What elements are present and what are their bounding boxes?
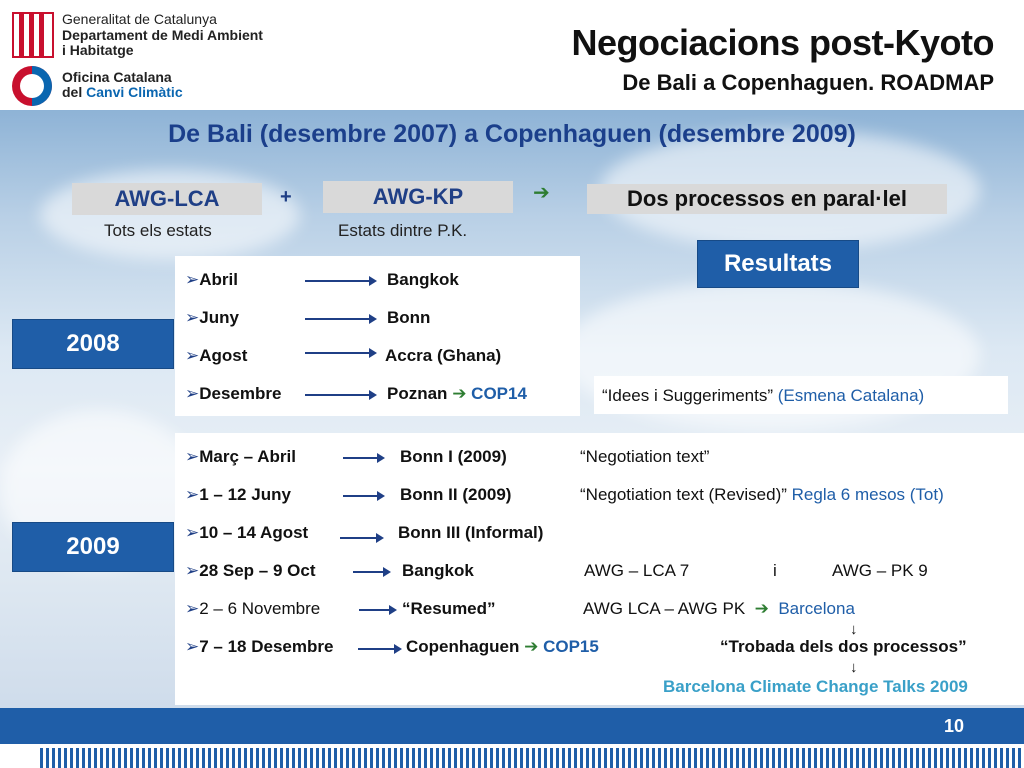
panel-2009	[175, 433, 1024, 705]
page-title: Negociacions post-Kyoto	[571, 22, 994, 63]
arrow-icon	[358, 648, 400, 650]
row-2008-2-month: ➢Juny	[185, 308, 239, 327]
row-2008-1-month: ➢Abril	[185, 270, 238, 289]
year-2009-box: 2009	[12, 522, 174, 572]
row-2009-3-place: Bonn III (Informal)	[398, 523, 544, 542]
arrow-icon	[353, 571, 389, 573]
row-2009-4-date: ➢28 Sep – 9 Oct	[185, 561, 316, 580]
row-2009-5-note: AWG LCA – AWG PK ➔ Barcelona	[583, 599, 855, 618]
green-arrow-icon: ➔	[754, 599, 769, 618]
arrow-icon	[343, 495, 383, 497]
row-2009-2-date: ➢1 – 12 Juny	[185, 485, 291, 504]
row-2009-2-place: Bonn II (2009)	[400, 485, 512, 504]
bullet-icon: ➢	[185, 485, 200, 504]
down-arrow-icon: ↓	[850, 621, 858, 638]
bullet-icon: ➢	[185, 346, 200, 365]
arrow-icon	[305, 318, 375, 320]
page-subtitle: De Bali a Copenhaguen. ROADMAP	[622, 70, 994, 95]
row-2009-4-note-b: AWG – PK 9	[832, 561, 928, 580]
bullet-icon: ➢	[185, 447, 200, 466]
awg-kp-sub: Estats dintre P.K.	[338, 221, 468, 240]
row-2008-3-month: ➢Agost	[185, 346, 248, 365]
ideas-box	[594, 376, 1008, 414]
row-2009-6-date: ➢7 – 18 Desembre	[185, 637, 334, 656]
row-2009-2-note: “Negotiation text (Revised)” Regla 6 mesos (Tot)	[580, 485, 944, 504]
generalitat-logo	[12, 12, 54, 58]
plus-sign: +	[280, 186, 292, 208]
bcct-label: Barcelona Climate Change Talks 2009	[663, 677, 968, 696]
row-2008-3-place: Accra (Ghana)	[385, 346, 502, 365]
green-arrow-icon: ➔	[524, 637, 539, 656]
arrow-icon	[343, 457, 383, 459]
bullet-icon: ➢	[185, 637, 200, 656]
panel-2008	[175, 256, 580, 416]
org-line3: i Habitatge	[62, 42, 134, 58]
parallel-box: Dos processos en paral·lel	[587, 184, 947, 214]
row-2009-1-date: ➢Març – Abril	[185, 447, 296, 466]
right-arrow-icon: ➔	[533, 182, 550, 204]
office-line1: Oficina Catalana	[62, 69, 172, 85]
occ-logo	[12, 66, 52, 106]
awg-kp-box: AWG-KP	[323, 181, 513, 213]
org-line2: Departament de Medi Ambient	[62, 27, 263, 43]
row-2008-4-place: Poznan ➔ COP14	[387, 384, 527, 403]
arrow-icon	[305, 280, 375, 282]
row-2009-5-place: “Resumed”	[402, 599, 496, 618]
row-2009-3-date: ➢10 – 14 Agost	[185, 523, 309, 542]
bullet-icon: ➢	[185, 523, 200, 542]
org-line1: Generalitat de Catalunya	[62, 11, 217, 27]
office-line2: del Canvi Climàtic	[62, 84, 183, 100]
row-2008-1-place: Bangkok	[387, 270, 459, 289]
bullet-icon: ➢	[185, 384, 200, 403]
footer-bar	[0, 708, 1024, 744]
bullet-icon: ➢	[185, 308, 200, 327]
row-2008-4-month: ➢Desembre	[185, 384, 282, 403]
row-2009-4-note-i: i	[773, 561, 777, 580]
arrow-icon	[340, 537, 382, 539]
row-2009-6-place: Copenhaguen ➔ COP15	[406, 637, 599, 656]
row-2008-2-place: Bonn	[387, 308, 431, 327]
awg-lca-box: AWG-LCA	[72, 183, 262, 215]
section-title: De Bali (desembre 2007) a Copenhaguen (desembre 2009)	[168, 120, 856, 148]
bullet-icon: ➢	[185, 270, 200, 289]
awg-lca-sub: Tots els estats	[104, 221, 212, 240]
resultats-box: Resultats	[697, 240, 859, 288]
row-2009-1-note: “Negotiation text”	[580, 447, 710, 466]
row-2009-5-date: ➢2 – 6 Novembre	[185, 599, 321, 618]
page-number: 10	[943, 716, 964, 736]
arrow-icon	[359, 609, 395, 611]
footer-stripes	[40, 748, 1024, 768]
arrow-icon	[305, 352, 375, 354]
arrow-icon	[305, 394, 375, 396]
bullet-icon: ➢	[185, 599, 200, 618]
row-2009-4-place: Bangkok	[402, 561, 474, 580]
bullet-icon: ➢	[185, 561, 200, 580]
down-arrow-icon-2: ↓	[850, 659, 858, 676]
ideas-text: “Idees i Suggeriments” (Esmena Catalana)	[602, 386, 925, 405]
year-2008-box: 2008	[12, 319, 174, 369]
row-2009-4-note-a: AWG – LCA 7	[584, 561, 690, 580]
row-2009-6-note: “Trobada dels dos processos”	[720, 637, 967, 656]
row-2009-1-place: Bonn I (2009)	[400, 447, 507, 466]
green-arrow-icon: ➔	[452, 384, 467, 403]
